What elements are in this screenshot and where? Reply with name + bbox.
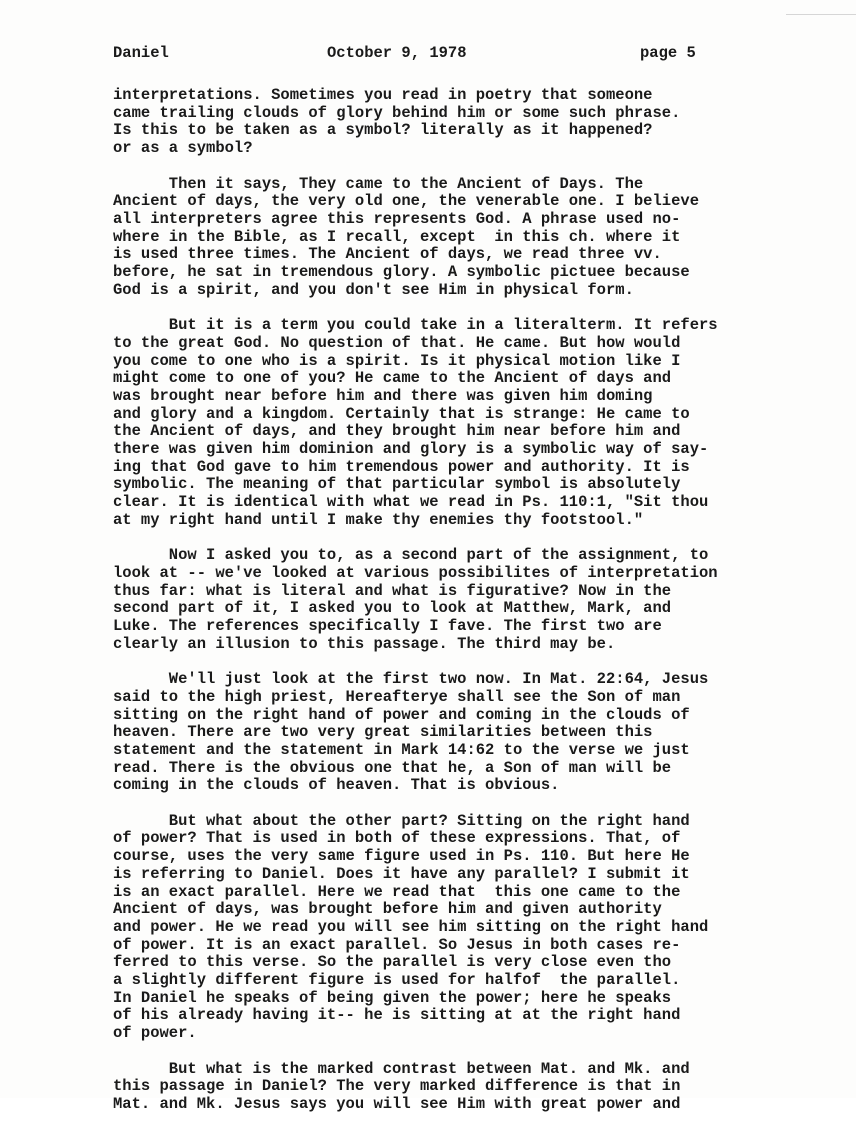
- text-line: course, uses the very same figure used in Ps. 110. But here He: [113, 847, 690, 866]
- text-line: look at -- we've looked at various possibilites of interpretation: [113, 563, 718, 582]
- text-line: is an exact parallel. Here we read that this one came to the: [113, 882, 681, 901]
- text-line: Luke. The references specifically I fave. The first two are: [113, 617, 662, 636]
- text-line: where in the Bible, as I recall, except in this ch. where it: [113, 227, 681, 246]
- text-line: the Ancient of days, and they brought him near before him and: [113, 422, 681, 441]
- text-line: of power? That is used in both of these expressions. That, of: [113, 829, 681, 848]
- page-header: [113, 44, 743, 64]
- text-line: But it is a term you could take in a literalterm. It refers: [113, 316, 718, 335]
- text-line: Now I asked you to, as a second part of the assignment, to: [113, 546, 709, 565]
- page-edge-mark: [786, 0, 856, 15]
- text-line: We'll just look at the first two now. In Mat. 22:64, Jesus: [113, 670, 709, 689]
- text-line: clearly an illusion to this passage. The third may be.: [113, 634, 616, 653]
- text-line: second part of it, I asked you to look at Matthew, Mark, and: [113, 599, 672, 618]
- text-line: is used three times. The Ancient of days, we read three vv.: [113, 245, 662, 264]
- text-line: said to the high priest, Hereafterye shall see the Son of man: [113, 687, 681, 706]
- text-line: is referring to Daniel. Does it have any parallel? I submit it: [113, 864, 690, 883]
- text-line: Ancient of days, was brought before him and given authority: [113, 900, 662, 919]
- text-line: to the great God. No question of that. He came. But how would: [113, 333, 681, 352]
- text-line: sitting on the right hand of power and coming in the clouds of: [113, 705, 690, 724]
- text-line: of power. It is an exact parallel. So Jesus in both cases re-: [113, 935, 681, 954]
- text-line: before, he sat in tremendous glory. A symbolic pictuee because: [113, 263, 690, 282]
- text-line: thus far: what is literal and what is figurative? Now in the: [113, 581, 672, 600]
- text-line: God is a spirit, and you don't see Him in physical form.: [113, 280, 634, 299]
- text-line: coming in the clouds of heaven. That is obvious.: [113, 776, 560, 795]
- text-line: of power.: [113, 1024, 197, 1043]
- header-page-number: page 5: [640, 44, 696, 62]
- paragraph: [113, 547, 793, 653]
- text-line: heaven. There are two very great similarities between this: [113, 723, 653, 742]
- header-title: Daniel: [113, 44, 169, 62]
- text-line: statement and the statement in Mark 14:62 to the verse we just: [113, 740, 690, 759]
- text-line: ing that God gave to him tremendous power and authority. It is: [113, 457, 690, 476]
- text-line: Is this to be taken as a symbol? literally as it happened?: [113, 121, 653, 140]
- text-line: clear. It is identical with what we read in Ps. 110:1, "Sit thou: [113, 493, 709, 512]
- text-line: at my right hand until I make thy enemies thy footstool.": [113, 510, 644, 529]
- text-line: ferred to this verse. So the parallel is very close even tho: [113, 953, 672, 972]
- text-line: But what about the other part? Sitting on the right hand: [113, 811, 690, 830]
- header-date: October 9, 1978: [327, 44, 467, 62]
- paragraph: [113, 317, 793, 529]
- text-line: you come to one who is a spirit. Is it physical motion like I: [113, 351, 681, 370]
- paragraph: [113, 671, 793, 795]
- text-line: In Daniel he speaks of being given the power; here he speaks: [113, 988, 672, 1007]
- text-line: came trailing clouds of glory behind him or some such phrase.: [113, 103, 681, 122]
- text-line: Ancient of days, the very old one, the venerable one. I believe: [113, 192, 699, 211]
- paragraph: [113, 176, 793, 300]
- text-line: all interpreters agree this represents God. A phrase used no-: [113, 209, 681, 228]
- text-line: interpretations. Sometimes you read in poetry that someone: [113, 86, 653, 104]
- text-line: and glory and a kingdom. Certainly that is strange: He came to: [113, 404, 690, 423]
- text-line: Then it says, They came to the Ancient of Days. The: [113, 174, 644, 193]
- text-line: or as a symbol?: [113, 139, 253, 158]
- text-line: and power. He we read you will see him sitting on the right hand: [113, 917, 709, 936]
- text-line: read. There is the obvious one that he, a Son of man will be: [113, 758, 672, 777]
- text-line: there was given him dominion and glory is a symbolic way of say-: [113, 440, 709, 459]
- text-line: symbolic. The meaning of that particular symbol is absolutely: [113, 475, 681, 494]
- body-text: [113, 87, 793, 1131]
- text-line: was brought near before him and there was given him doming: [113, 386, 653, 405]
- text-line: of his already having it-- he is sitting at at the right hand: [113, 1006, 681, 1025]
- paragraph: [113, 1061, 793, 1114]
- text-line: might come to one of you? He came to the Ancient of days and: [113, 369, 672, 388]
- text-line: a slightly different figure is used for halfof the parallel.: [113, 971, 681, 990]
- text-line: this passage in Daniel? The very marked difference is that in: [113, 1077, 681, 1096]
- text-line: Mat. and Mk. Jesus says you will see Him with great power and: [113, 1094, 681, 1113]
- paragraph: [113, 813, 793, 1043]
- text-line: But what is the marked contrast between Mat. and Mk. and: [113, 1059, 690, 1078]
- paragraph: [113, 87, 793, 158]
